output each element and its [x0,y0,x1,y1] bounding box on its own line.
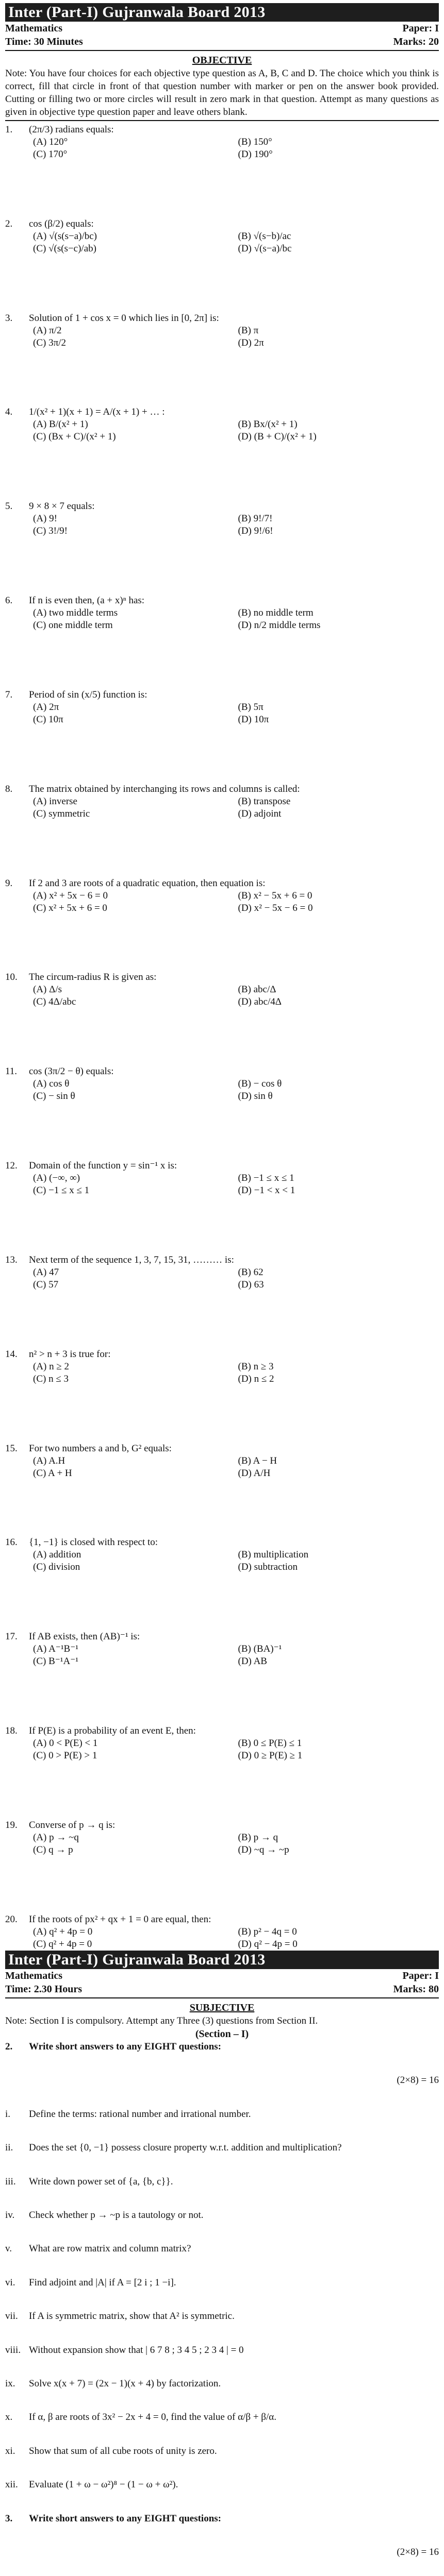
question-number: 13. [5,1254,18,1265]
question-stem: If 2 and 3 are roots of a quadratic equation, then equation is: [29,877,266,889]
question-number: 19. [5,1819,18,1831]
question-stem: n² > n + 3 is true for: [29,1348,111,1360]
question-number: vii. [5,2311,18,2322]
question-content [29,1443,439,1480]
question-content [29,1913,439,1951]
answer-option: (B) x² − 5x + 6 = 0 [238,890,313,901]
question-stem: Period of sin (x/5) function is: [29,689,147,700]
short-question [5,2310,439,2323]
short-question [5,2479,439,2491]
answer-option: (A) x² + 5x − 6 = 0 [33,890,108,901]
answer-option: (D) x² − 5x − 6 = 0 [238,902,313,913]
divider [5,120,439,121]
question-number: vi. [5,2277,15,2288]
mcq-item [5,218,439,255]
answer-options [29,607,439,632]
mcq-item [5,406,439,443]
answer-option: (D) 190° [238,149,273,160]
question-number: iv. [5,2210,15,2221]
short-question [5,2176,439,2188]
question-stem: (2π/3) radians equals: [29,124,114,135]
answer-option: (B) p → q [238,1832,278,1843]
question-text: Write short answers to any EIGHT questions: [29,2513,221,2524]
question-number: 18. [5,1725,18,1737]
answer-option: (B) 0 ≤ P(E) ≤ 1 [238,1738,302,1749]
question-content [29,783,439,820]
question-text: Write short answers to any EIGHT questions: [29,2041,221,2052]
question-number: 11. [5,1066,18,1077]
time-label: Time: 2.30 Hours [5,1984,83,1995]
marks-label: Marks: 80 [393,1984,439,1995]
subjective-note: Note: Section I is compulsory. Attempt any Three (3) questions from Section II. [5,2015,318,2026]
mcq-list [5,124,439,1951]
mcq-item [5,595,439,632]
question-number: 12. [5,1160,18,1172]
mcq-item [5,1631,439,1668]
answer-option: (B) p² − 4q = 0 [238,1926,297,1937]
answer-option: (D) (B + C)/(x² + 1) [238,431,317,443]
answer-options [29,890,439,914]
answer-option: (B) abc/Δ [238,984,276,995]
answer-option: (A) inverse [33,795,77,807]
mcq-item [5,1160,439,1197]
objective-banner: Inter (Part-I) Gujranwala Board 2013 [5,3,439,22]
question-text: What are row matrix and column matrix? [29,2243,191,2255]
question-content [29,1536,439,1573]
mcq-item [5,500,439,537]
answer-option: (B) A − H [238,1455,277,1466]
question-number: 14. [5,1348,18,1360]
answer-option: (B) 9!/7! [238,513,273,524]
question-content [29,500,439,537]
question-stem: Solution of 1 + cos x = 0 which lies in [0, 2π] is: [29,312,219,324]
question-stem: The circum-radius R is given as: [29,972,157,983]
subject-label: Mathematics [5,23,63,34]
mcq-item [5,124,439,161]
question-text: Check whether p → ~p is a tautology or not. [29,2210,204,2221]
question-content [29,1348,439,1385]
subject-label: Mathematics [5,1970,63,1981]
marks-note: (2×8) = 16 [397,2075,439,2086]
question-number: ii. [5,2142,13,2154]
question-stem: The matrix obtained by interchanging its rows and columns is called: [29,783,300,794]
answer-option: (A) π/2 [33,325,62,336]
answer-option: (D) sin θ [238,1091,273,1102]
mcq-item [5,1725,439,1762]
question-number: 3. [5,312,13,324]
question-text: Find adjoint and |A| if A = [2 i ; 1 −i]. [29,2277,176,2288]
question-stem: 1/(x² + 1)(x + 1) = A/(x + 1) + … : [29,406,165,418]
answer-option: (D) 63 [238,1279,264,1290]
question-stem: cos (β/2) equals: [29,218,94,229]
answer-option: (A) A⁻¹B⁻¹ [33,1643,78,1655]
question-stem: For two numbers a and b, G² equals: [29,1443,172,1454]
question-text: Show that sum of all cube roots of unity is zero. [29,2445,217,2456]
answer-option: (B) √(s−b)/ac [238,230,291,242]
question-number: 5. [5,501,13,512]
question-content [29,1725,439,1762]
answer-option: (B) 150° [238,137,272,147]
objective-note: Note: You have four choices for each objective type question as A, B, C and D. The choice which you think is correct, fill that circle in front of that question number with marker or pen on the answer book provided. Cutting or filling two or more circles will result in zero mark in that question. Attempt as many questions as given in objective type question paper and leave others blank. [5,68,439,117]
marks-label: Marks: 20 [393,36,439,47]
short-question [5,2277,439,2289]
mcq-item [5,1443,439,1480]
answer-option: (A) q² + 4p = 0 [33,1926,93,1937]
marks-note: (2×8) = 16 [397,2547,439,2558]
question-content [29,1631,439,1668]
question-stem: If n is even then, (a + x)ⁿ has: [29,595,145,606]
objective-meta [5,22,439,48]
question-number: 7. [5,689,13,700]
question-number: 20. [5,1913,18,1925]
answer-option: (D) abc/4Δ [238,996,282,1008]
question-number: i. [5,2108,11,2120]
divider [5,50,439,51]
question-stem: {1, −1} is closed with respect to: [29,1537,158,1548]
answer-option: (D) √(s−a)/bc [238,243,292,254]
question-content [29,877,439,914]
answer-option: (B) π [238,325,259,336]
question-stem: If the roots of px² + qx + 1 = 0 are equal, then: [29,1913,211,1925]
question-stem: Next term of the sequence 1, 3, 7, 15, 31, ……… is: [29,1254,234,1265]
answer-option: (A) 0 < P(E) < 1 [33,1738,98,1749]
answer-option: (B) transpose [238,795,291,807]
short-question [5,2243,439,2255]
answer-option: (C) A + H [33,1467,72,1479]
divider [5,1997,439,1998]
short-question [5,2108,439,2121]
section-1-title: (Section – I) [195,2028,249,2040]
answer-option: (A) 9! [33,513,57,524]
answer-options [29,1361,439,1385]
answer-option: (A) 120° [33,137,68,147]
question-stem: cos (3π/2 − θ) equals: [29,1066,114,1077]
question-number: 1. [5,124,13,135]
question-content [29,312,439,349]
answer-options [29,1832,439,1856]
answer-options [29,1172,439,1197]
answer-option: (C) 0 > P(E) > 1 [33,1750,97,1761]
paper-label: Paper: I [402,23,439,34]
question-number: 2. [5,2041,13,2052]
answer-option: (C) n ≤ 3 [33,1373,69,1384]
paper-label: Paper: I [402,1970,439,1981]
answer-option: (C) √(s(s−c)/ab) [33,243,96,254]
mcq-item [5,1536,439,1573]
mcq-item [5,1065,439,1103]
question-content [29,124,439,161]
answer-option: (A) √(s(s−a)/bc) [33,230,97,242]
question-text: Evaluate (1 + ω − ω²)⁸ − (1 − ω + ω²). [29,2479,178,2490]
answer-option: (C) 170° [33,149,68,160]
question-number: xi. [5,2445,15,2456]
question-content [29,1065,439,1103]
answer-options [29,795,439,820]
answer-option: (A) addition [33,1549,81,1561]
answer-option: (C) x² + 5x + 6 = 0 [33,902,107,913]
answer-option: (D) A/H [238,1467,271,1479]
question-number: viii. [5,2344,21,2355]
mcq-item [5,689,439,726]
question-content [29,595,439,632]
question-text: Define the terms: rational number and irrational number. [29,2108,251,2120]
answer-option: (C) 10π [33,714,63,725]
question-text: If A is symmetric matrix, show that A² is symmetric. [29,2311,235,2322]
subjective-list [5,2041,439,2576]
answer-option: (D) q² − 4p = 0 [238,1938,298,1950]
question-number: 3. [5,2513,13,2524]
question-content [29,1819,439,1856]
question-number: ix. [5,2378,15,2389]
question-text: If α, β are roots of 3x² − 2x + 4 = 0, find the value of α/β + β/α. [29,2412,276,2423]
answer-option: (A) two middle terms [33,607,118,619]
question-number: v. [5,2243,12,2255]
answer-option: (A) Δ/s [33,984,62,995]
question-number: 15. [5,1443,18,1454]
answer-option: (C) q → p [33,1844,73,1855]
answer-option: (D) 2π [238,337,264,348]
answer-options [29,1926,439,1951]
answer-option: (A) cos θ [33,1078,70,1090]
objective-paper [5,3,439,1951]
question-content [29,1160,439,1197]
question-text: Write down power set of {a, {b, c}}. [29,2176,173,2187]
answer-option: (C) B⁻¹A⁻¹ [33,1656,78,1667]
answer-option: (D) ~q → ~p [238,1844,289,1855]
mcq-item [5,783,439,820]
answer-option: (C) 4Δ/abc [33,996,76,1008]
answer-options [29,1455,439,1480]
answer-option: (C) 3!/9! [33,526,68,537]
question-number: iii. [5,2176,16,2187]
answer-option: (D) AB [238,1656,267,1667]
question-number: 16. [5,1537,18,1548]
answer-options [29,701,439,726]
answer-option: (D) n/2 middle terms [238,620,321,631]
answer-options [29,136,439,161]
answer-option: (B) 62 [238,1266,264,1278]
question-number: 10. [5,972,18,983]
subjective-title: SUBJECTIVE [189,2002,255,2013]
short-question [5,2378,439,2390]
question-content [29,218,439,255]
question-number: 4. [5,406,13,418]
answer-options [29,1549,439,1573]
short-question [5,2445,439,2458]
question-stem: Converse of p → q is: [29,1819,116,1831]
answer-option: (A) A.H [33,1455,65,1466]
mcq-item [5,312,439,349]
answer-option: (A) 2π [33,701,59,713]
answer-option: (C) one middle term [33,620,113,631]
answer-option: (D) 9!/6! [238,526,273,537]
answer-option: (B) −1 ≤ x ≤ 1 [238,1173,294,1184]
answer-options [29,418,439,443]
question-text: Solve x(x + 7) = (2x − 1)(x + 4) by factorization. [29,2378,221,2389]
short-question [5,2411,439,2424]
question-number: x. [5,2412,13,2423]
answer-options [29,325,439,349]
question-number: 6. [5,595,13,606]
answer-options [29,230,439,255]
answer-options [29,1737,439,1762]
subjective-paper [5,1951,439,2576]
short-question [5,2344,439,2357]
question-text: Without expansion show that | 6 7 8 ; 3 4 5 ; 2 3 4 | = 0 [29,2344,244,2355]
question-heading [5,2513,439,2525]
answer-option: (C) division [33,1562,80,1573]
answer-option: (B) (BA)⁻¹ [238,1643,282,1655]
answer-options [29,1643,439,1668]
answer-option: (C) q² + 4p = 0 [33,1938,92,1950]
question-number: 9. [5,877,13,889]
answer-option: (C) 3π/2 [33,337,66,348]
answer-option: (C) (Bx + C)/(x² + 1) [33,431,116,443]
question-content [29,1254,439,1291]
answer-option: (B) Bx/(x² + 1) [238,419,298,430]
mcq-item [5,1348,439,1385]
question-stem: 9 × 8 × 7 equals: [29,501,95,512]
answer-option: (A) 47 [33,1266,59,1278]
answer-option: (B) 5π [238,701,264,713]
mcq-item [5,1254,439,1291]
question-text: Does the set {0, −1} possess closure property w.r.t. addition and multiplication? [29,2142,342,2154]
question-stem: If AB exists, then (AB)⁻¹ is: [29,1631,140,1642]
answer-option: (B) multiplication [238,1549,309,1561]
question-number: 17. [5,1631,18,1642]
answer-option: (A) (−∞, ∞) [33,1173,80,1184]
question-number: 8. [5,783,13,794]
answer-option: (D) −1 < x < 1 [238,1185,295,1196]
answer-option: (B) no middle term [238,607,314,619]
mcq-item [5,877,439,914]
answer-options [29,984,439,1008]
question-stem: If P(E) is a probability of an event E, then: [29,1725,196,1737]
question-number: xii. [5,2479,18,2490]
mcq-item [5,1819,439,1856]
answer-option: (B) − cos θ [238,1078,282,1090]
answer-option: (B) n ≥ 3 [238,1361,274,1372]
question-content [29,689,439,726]
answer-option: (A) n ≥ 2 [33,1361,70,1372]
answer-option: (C) 57 [33,1279,59,1290]
question-stem: Domain of the function y = sin⁻¹ x is: [29,1160,177,1172]
answer-option: (C) symmetric [33,808,90,819]
answer-option: (D) n ≤ 2 [238,1373,274,1384]
objective-title: OBJECTIVE [192,55,252,66]
subjective-meta [5,1969,439,1996]
question-heading [5,2041,439,2053]
short-question [5,2142,439,2154]
mcq-item [5,971,439,1008]
question-content [29,406,439,443]
mcq-item [5,1913,439,1951]
short-question [5,2209,439,2222]
answer-option: (A) p → ~q [33,1832,79,1843]
subjective-banner: Inter (Part-I) Gujranwala Board 2013 [5,1951,439,1969]
question-number: 2. [5,218,13,229]
answer-option: (C) − sin θ [33,1091,75,1102]
answer-option: (A) B/(x² + 1) [33,419,88,430]
answer-options [29,1266,439,1291]
answer-option: (D) 0 ≥ P(E) ≥ 1 [238,1750,303,1761]
answer-option: (D) adjoint [238,808,282,819]
time-label: Time: 30 Minutes [5,36,83,47]
answer-option: (C) −1 ≤ x ≤ 1 [33,1185,90,1196]
answer-option: (D) 10π [238,714,269,725]
answer-options [29,1078,439,1103]
question-content [29,971,439,1008]
answer-options [29,513,439,537]
answer-option: (D) subtraction [238,1562,298,1573]
